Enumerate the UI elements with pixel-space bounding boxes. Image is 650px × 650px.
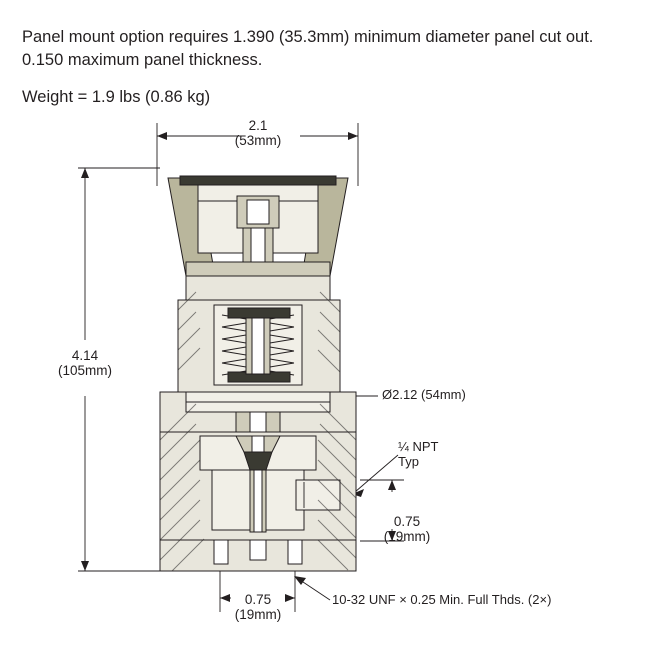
weight-note: Weight = 1.9 lbs (0.86 kg) (22, 88, 211, 106)
base-hole-left (214, 540, 228, 564)
valve-stem-bore (254, 470, 262, 532)
dim-height-overall (40, 348, 130, 378)
stem-bore (247, 200, 269, 224)
arrow-height-bottom (81, 561, 89, 571)
callout-thread: 10-32 UNF × 0.25 Min. Full Thds. (2×) (332, 592, 552, 607)
dim-width-top-metric: (53mm) (234, 133, 282, 149)
spring-seat-top (228, 308, 290, 318)
callout-npt-line1: ¼ NPT (398, 439, 439, 454)
base-center-bore (250, 540, 266, 560)
poppet-bore (252, 436, 264, 452)
dim-width-top-value: 2.1 (248, 118, 268, 133)
callout-npt (398, 440, 438, 470)
dim-base-value: 0.75 (244, 592, 272, 607)
dim-height-value: 4.14 (71, 348, 99, 363)
dim-base-spacing (226, 592, 290, 622)
dim-height-metric: (105mm) (57, 363, 112, 379)
dim-port-value: 0.75 (393, 514, 421, 529)
arrow-height-top (81, 168, 89, 178)
hub-bore (250, 412, 266, 432)
knob-top-band (180, 176, 336, 185)
knob-base-ring (186, 276, 330, 300)
arrow-thread (294, 576, 306, 585)
dim-port-metric: (19mm) (383, 529, 431, 545)
callout-diameter: Ø2.12 (54mm) (382, 387, 466, 402)
arrow-top-right (348, 132, 358, 140)
dim-width-top (228, 118, 288, 148)
callout-npt-line2: Typ (398, 453, 419, 469)
dim-port-height (376, 514, 438, 544)
spring-guide-bore (252, 318, 264, 374)
base-hole-right (288, 540, 302, 564)
knob-shoulder (186, 262, 330, 276)
panel-mount-note: Panel mount option requires 1.390 (35.3mm) minimum diameter panel cut out. 0.150 maximum panel thickness. (22, 28, 594, 70)
arrow-port-top (388, 480, 396, 490)
arrow-top-left (157, 132, 167, 140)
dim-base-metric: (19mm) (234, 607, 282, 623)
